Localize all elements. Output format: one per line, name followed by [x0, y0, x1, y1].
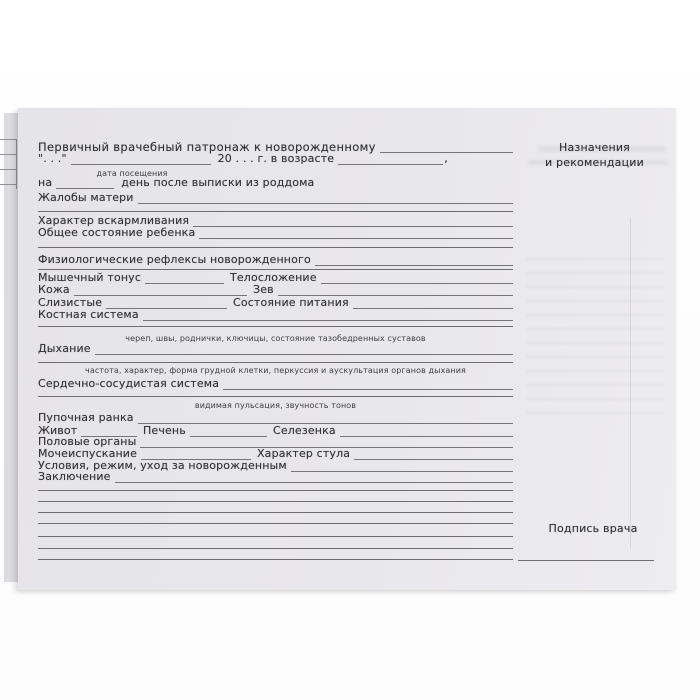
field-general-state [38, 226, 513, 239]
muscle-tone-label: Мышечный тонус [38, 271, 142, 284]
show-through-artifact [630, 218, 631, 548]
spleen-label: Селезенка [273, 424, 336, 437]
stool-label: Характер стула [257, 447, 351, 460]
umbilical-blank [138, 411, 513, 424]
visit-date-row [38, 152, 513, 165]
general-state-blank [199, 226, 513, 239]
table-cell-fragment [0, 155, 16, 170]
complaints-label: Жалобы матери [38, 191, 134, 204]
field-skin-pharynx [38, 283, 513, 296]
date-caption: дата посещения [96, 169, 168, 178]
breathing-label: Дыхание [38, 342, 91, 355]
doctor-signature-label: Подпись врача [548, 522, 638, 535]
ruled-line [38, 326, 513, 327]
recommendations-header-line2: и рекомендации [545, 155, 644, 169]
field-umbilical [38, 411, 513, 424]
ruled-line [38, 512, 513, 513]
cardiovascular-blank [223, 377, 513, 390]
liver-label: Печень [143, 424, 186, 437]
nutrition-label: Состояние питания [233, 296, 349, 309]
complaints-blank [138, 191, 513, 204]
umbilical-label: Пупочная ранка [38, 411, 134, 424]
form-page [18, 108, 676, 590]
reflexes-blank [315, 253, 513, 266]
breathing-hint: частота, характер, форма грудной клетки, перкуссия и аускультация органов дыхания [85, 366, 466, 375]
breathing-blank [95, 342, 513, 355]
show-through-artifact [526, 258, 664, 418]
day-blank [56, 176, 114, 189]
day-suffix-label: день после выписки из роддома [121, 176, 315, 189]
ruled-line [38, 362, 513, 363]
day-prefix-label: на [38, 176, 53, 189]
cardiovascular-hint: видимая пульсация, звучность тонов [194, 401, 357, 410]
abdomen-label: Живот [38, 424, 78, 437]
field-breathing [38, 342, 513, 355]
reflexes-label: Физиологические рефлексы новорожденного [38, 253, 311, 266]
ruled-line [38, 523, 513, 524]
conclusion-label: Заключение [38, 470, 111, 483]
care-conditions-label: Условия, режим, уход за новорожденным [38, 459, 287, 472]
underlying-page-table-fragment [0, 139, 17, 189]
recommendations-header [513, 141, 676, 170]
ruled-line [38, 559, 513, 560]
doctor-signature-line [518, 560, 654, 561]
skeletal-blank [143, 308, 513, 321]
age-blank [338, 152, 443, 165]
field-cardiovascular [38, 377, 513, 390]
field-complaints [38, 191, 513, 204]
ruled-line [38, 548, 513, 549]
comma-mark: , [444, 152, 448, 165]
year-age-label: 20 . . . г. в возрасте [217, 152, 335, 165]
conclusion-blank [115, 470, 513, 483]
genitals-label: Половые органы [38, 435, 137, 448]
page-title: Первичный врачебный патронаж к новорожденному [38, 140, 376, 154]
discharge-day-row [38, 176, 513, 189]
field-skeletal [38, 308, 513, 321]
visit-date-blank [71, 152, 211, 165]
form-main-column [38, 108, 513, 590]
body-build-label: Телосложение [230, 271, 317, 284]
ruled-line [38, 269, 513, 270]
mucous-label: Слизистые [38, 296, 103, 309]
pharynx-label: Зев [253, 283, 274, 296]
skin-label: Кожа [38, 283, 70, 296]
skeletal-label: Костная система [38, 308, 139, 321]
ruled-line [38, 536, 513, 537]
field-reflexes [38, 253, 513, 266]
pharynx-blank [278, 283, 513, 296]
general-state-label: Общее состояние ребенка [38, 226, 196, 239]
ruled-line [38, 211, 513, 212]
table-cell-fragment [0, 170, 16, 185]
date-quote-marks: ". . ." [38, 152, 67, 165]
skeletal-hint: череп, швы, роднички, ключицы, состояние тазобедренных суставов [125, 334, 426, 343]
table-cell-fragment [0, 140, 16, 155]
ruled-line [38, 247, 513, 248]
cardiovascular-label: Сердечно-сосудистая система [38, 377, 220, 390]
ruled-line [38, 490, 513, 491]
ruled-line [38, 396, 513, 397]
recommendations-header-line1: Назначения [558, 141, 631, 154]
field-conclusion [38, 470, 513, 483]
urination-label: Мочеиспускание [38, 447, 138, 460]
skin-blank [74, 283, 247, 296]
ruled-line [38, 501, 513, 502]
feeding-label: Характер вскармливания [38, 214, 190, 227]
